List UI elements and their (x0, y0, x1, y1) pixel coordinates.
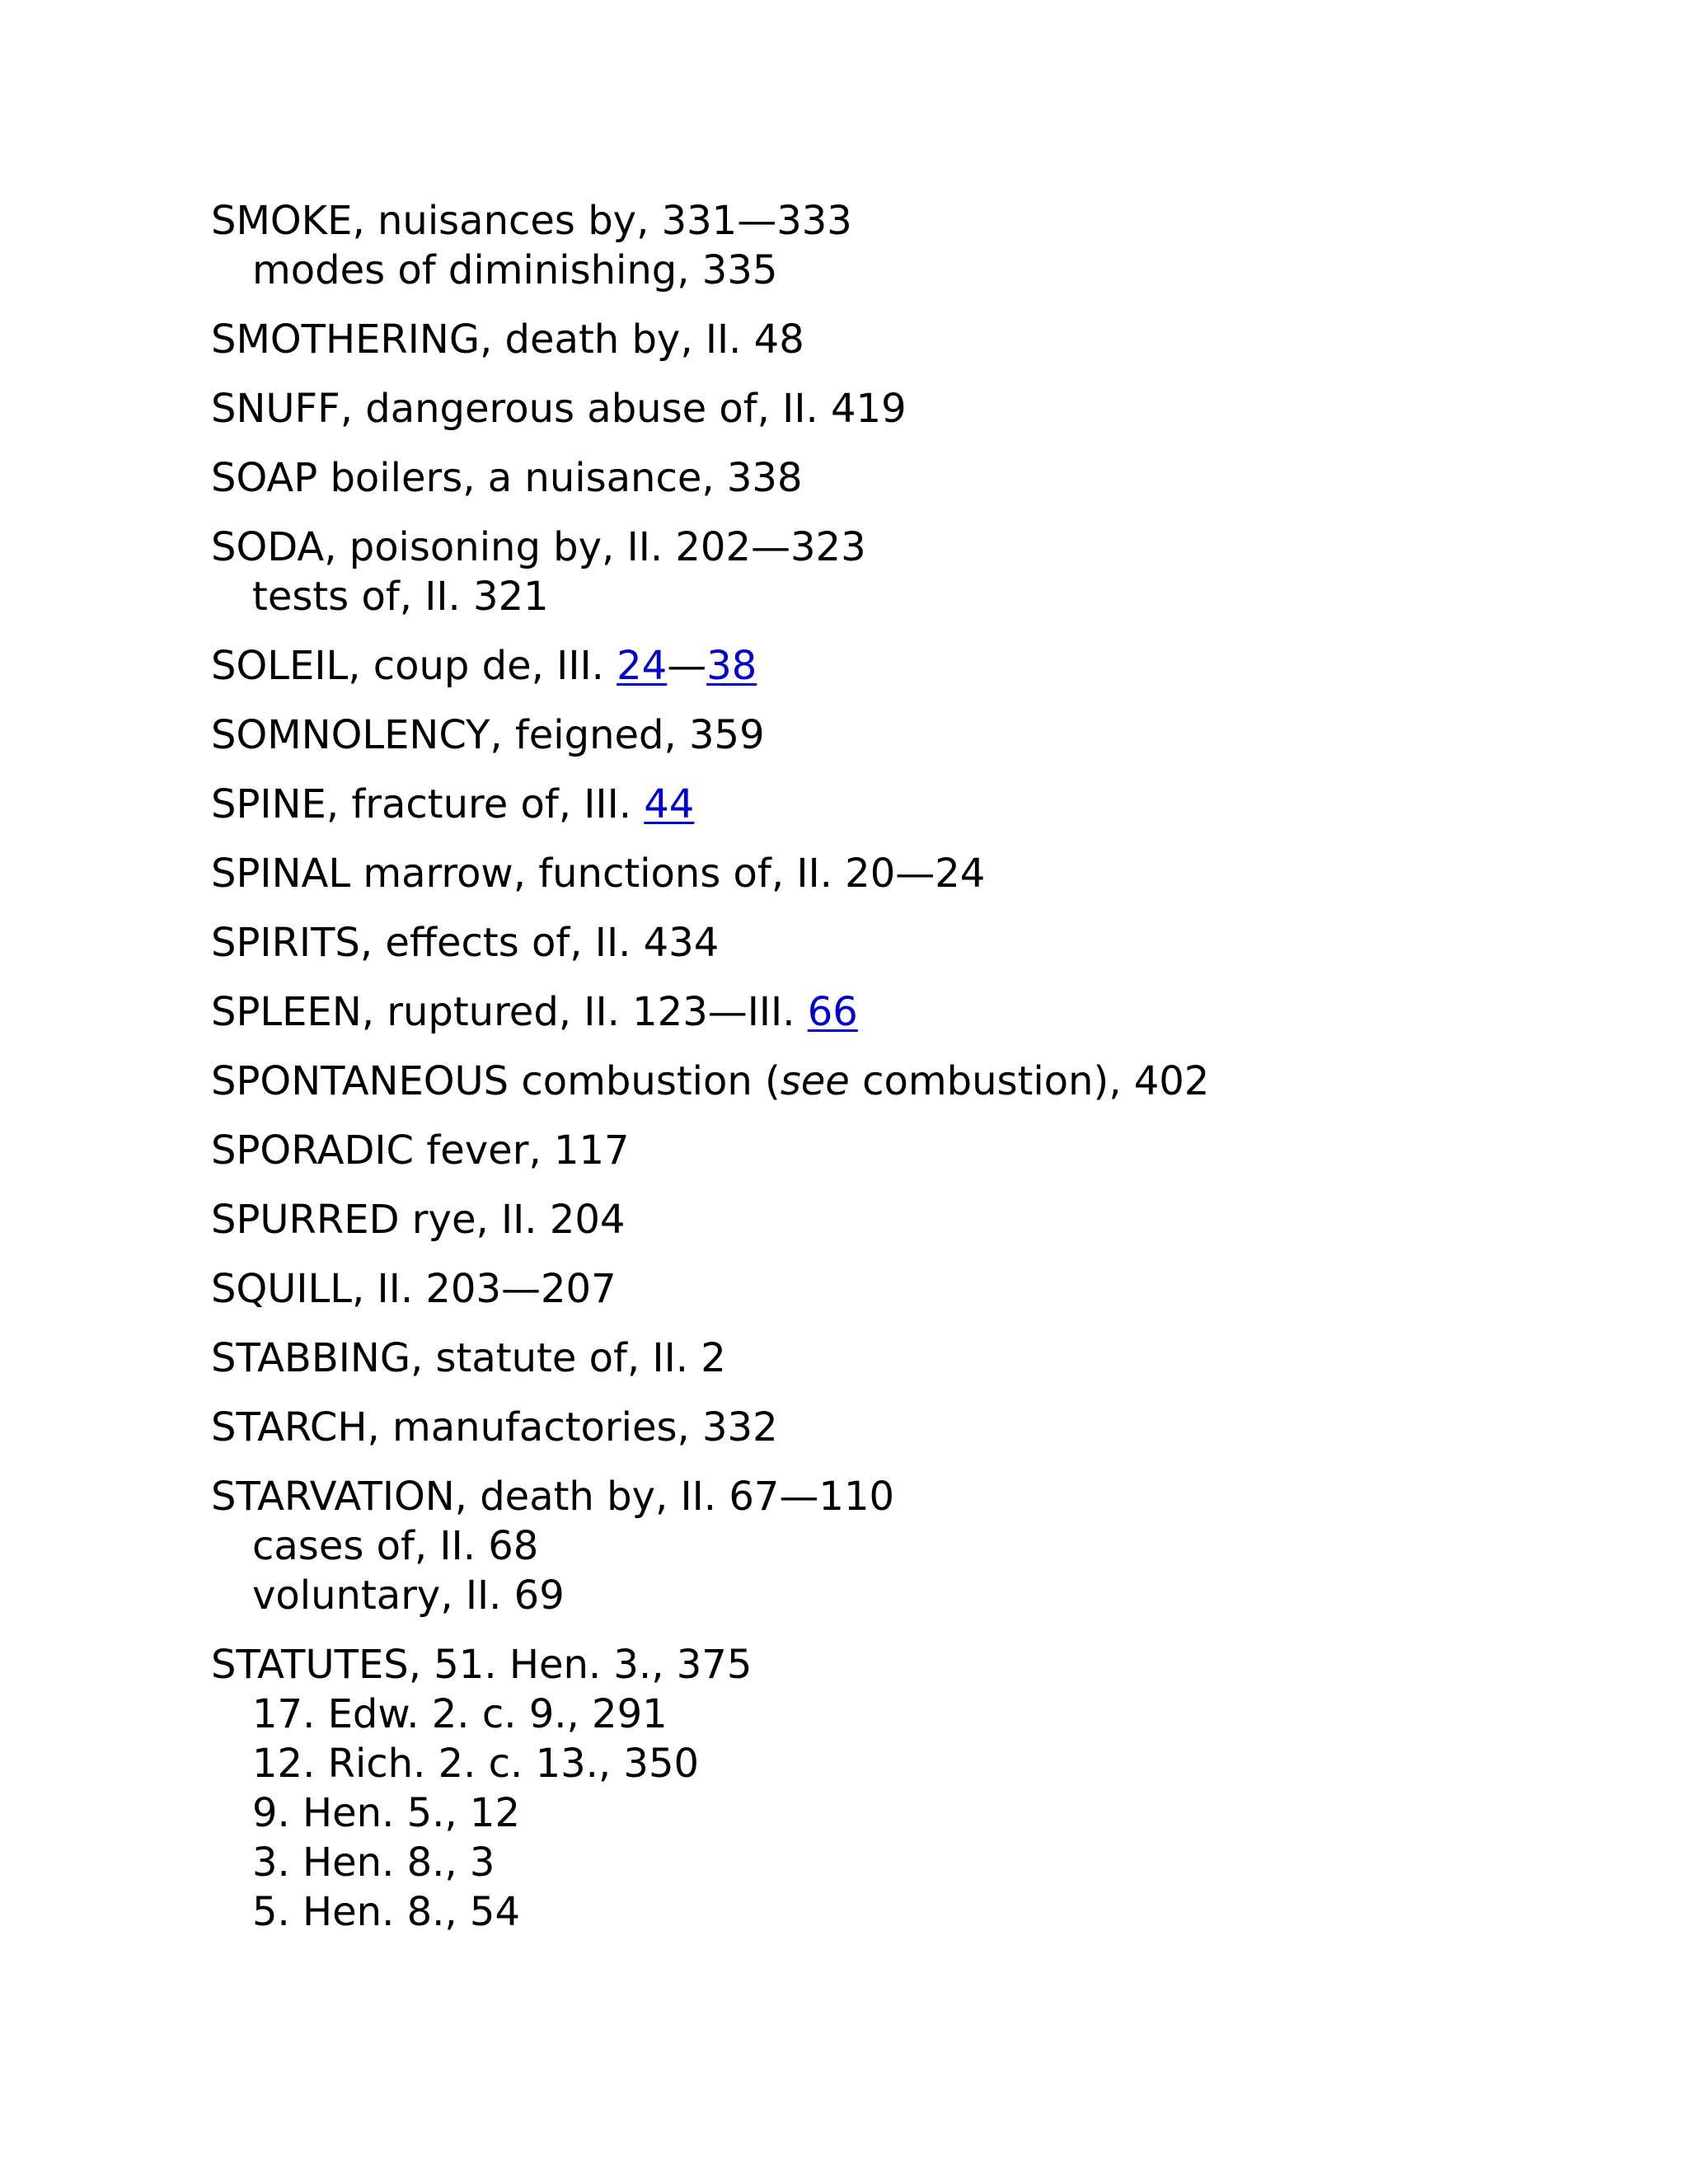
entry-heading: SPINE (211, 781, 326, 827)
entry-heading: SMOKE (211, 198, 353, 244)
page-link-44[interactable]: 44 (644, 781, 695, 827)
index-entry-starvation (211, 1472, 1612, 1620)
entry-subline: 17. Edw. 2. c. 9., 291 (252, 1691, 668, 1737)
entry-text: , 51. Hen. 3., 375 (408, 1642, 753, 1688)
entry-main-line (211, 523, 1612, 572)
entry-heading: SPLEEN (211, 989, 362, 1035)
entry-text: , statute of, II. 2 (410, 1335, 726, 1381)
index-entry-statutes (211, 1640, 1612, 1937)
entry-text-after: combustion), 402 (849, 1058, 1210, 1104)
entry-text: boilers, a nuisance, 338 (317, 455, 803, 501)
entry-main-line (211, 1195, 1612, 1244)
entry-heading: SPONTANEOUS (211, 1058, 509, 1104)
index-entry-squill (211, 1264, 1612, 1314)
entry-text: combustion ( (509, 1058, 781, 1104)
entry-text: , death by, II. 67—110 (454, 1474, 895, 1520)
entry-text: , feigned, 359 (490, 712, 765, 758)
index-entry-soap (211, 453, 1612, 503)
entry-main-line (211, 1472, 1612, 1521)
index-entry-somnolency (211, 710, 1612, 760)
entry-text: , coup de, III. (348, 643, 617, 689)
index-list (211, 196, 1612, 1957)
index-entry-snuff (211, 384, 1612, 434)
entry-text: rye, II. 204 (399, 1197, 626, 1243)
index-entry-spontaneous (211, 1057, 1612, 1106)
entry-text: , effects of, II. 434 (359, 920, 720, 966)
entry-heading: SPURRED (211, 1197, 400, 1243)
entry-text: , dangerous abuse of, II. 419 (340, 386, 907, 432)
entry-heading: STATUTES (211, 1642, 409, 1688)
entry-main-line (211, 1403, 1612, 1452)
page-link-24[interactable]: 24 (617, 643, 668, 689)
index-entry-sporadic (211, 1126, 1612, 1175)
entry-subline: voluntary, II. 69 (252, 1572, 565, 1619)
entry-main-line (211, 196, 1612, 246)
index-entry-spleen (211, 987, 1612, 1037)
index-entry-stabbing (211, 1333, 1612, 1383)
index-entry-spine (211, 780, 1612, 829)
range-dash: — (667, 643, 707, 689)
entry-heading: STABBING (211, 1335, 411, 1381)
entry-main-line (211, 918, 1612, 968)
entry-text: fever, 117 (414, 1127, 630, 1174)
entry-heading: SPORADIC (211, 1127, 415, 1174)
entry-text: , manufactories, 332 (367, 1404, 778, 1451)
index-entry-spinal (211, 849, 1612, 898)
entry-main-line (211, 1057, 1612, 1106)
entry-subline: 9. Hen. 5., 12 (252, 1790, 521, 1836)
page-link-66[interactable]: 66 (807, 989, 858, 1035)
entry-text: , death by, II. 48 (480, 316, 804, 363)
entry-text: marrow, functions of, II. 20—24 (350, 851, 986, 897)
index-entry-soda (211, 523, 1612, 621)
page-link-38[interactable]: 38 (706, 643, 757, 689)
entry-italic-see: see (780, 1058, 850, 1104)
entry-main-line (211, 849, 1612, 898)
entry-main-line (211, 987, 1612, 1037)
index-entry-spirits (211, 918, 1612, 968)
entry-main-line (211, 1126, 1612, 1175)
entry-text: , fracture of, III. (326, 781, 645, 827)
entry-heading: SNUFF (211, 386, 340, 432)
entry-text: , poisoning by, II. 202—323 (324, 524, 866, 570)
entry-main-line (211, 1333, 1612, 1383)
entry-heading: SOAP (211, 455, 318, 501)
index-entry-smoke (211, 196, 1612, 295)
index-entry-smothering (211, 315, 1612, 364)
entry-text: , II. 203—207 (352, 1266, 617, 1312)
entry-subline: 3. Hen. 8., 3 (252, 1840, 495, 1886)
entry-heading: STARCH (211, 1404, 368, 1451)
entry-main-line (211, 780, 1612, 829)
entry-main-line (211, 1264, 1612, 1314)
entry-heading: SPIRITS (211, 920, 360, 966)
entry-subline: cases of, II. 68 (252, 1523, 539, 1569)
entry-heading: SOMNOLENCY (211, 712, 490, 758)
index-entry-starch (211, 1403, 1612, 1452)
entry-heading: SODA (211, 524, 325, 570)
entry-main-line (211, 710, 1612, 760)
entry-heading: SOLEIL (211, 643, 349, 689)
entry-subline: 12. Rich. 2. c. 13., 350 (252, 1741, 700, 1787)
entry-text: , nuisances by, 331—333 (352, 198, 852, 244)
entry-heading: SQUILL (211, 1266, 353, 1312)
entry-main-line (211, 1640, 1612, 1690)
entry-text: , ruptured, II. 123—III. (361, 989, 808, 1035)
entry-main-line (211, 384, 1612, 434)
entry-main-line (211, 453, 1612, 503)
entry-subline: 5. Hen. 8., 54 (252, 1889, 521, 1935)
index-entry-soleil (211, 641, 1612, 691)
entry-heading: SPINAL (211, 851, 351, 897)
entry-heading: STARVATION (211, 1474, 455, 1520)
entry-subline: modes of diminishing, 335 (252, 247, 778, 293)
entry-subline: tests of, II. 321 (252, 574, 549, 620)
entry-main-line (211, 641, 1612, 691)
entry-heading: SMOTHERING (211, 316, 481, 363)
entry-main-line (211, 315, 1612, 364)
index-entry-spurred (211, 1195, 1612, 1244)
